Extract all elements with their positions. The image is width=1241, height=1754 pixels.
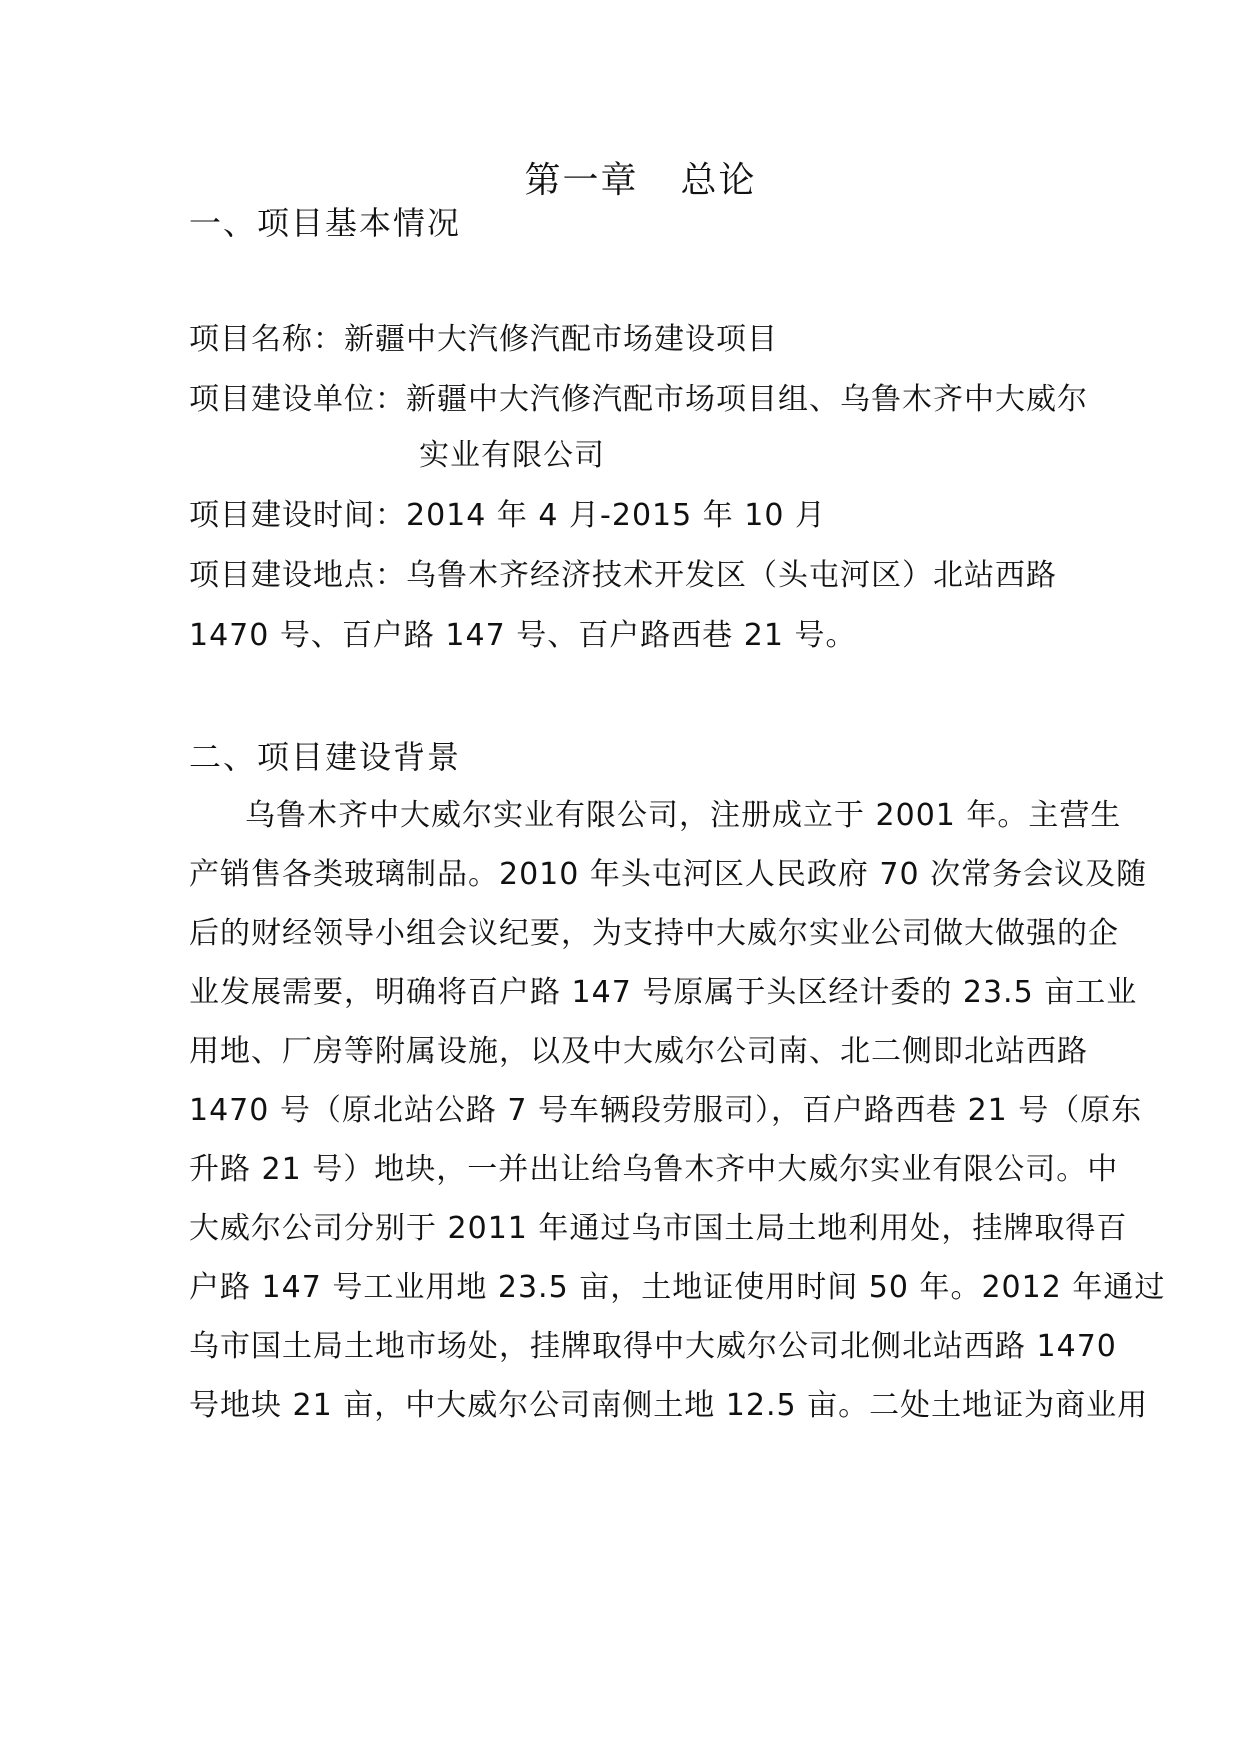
- project-unit-line: 项目建设单位：新疆中大汽修汽配市场项目组、乌鲁木齐中大威尔: [189, 382, 1088, 417]
- paragraph-line: 升路 21 号）地块，一并出让给乌鲁木齐中大威尔实业有限公司。中: [189, 1152, 1119, 1187]
- paragraph-line: 号地块 21 亩，中大威尔公司南侧土地 12.5 亩。二处土地证为商业用: [189, 1388, 1149, 1423]
- paragraph-line: 乌鲁木齐中大威尔实业有限公司，注册成立于 2001 年。主营生: [245, 798, 1122, 833]
- paragraph-line: 产销售各类玻璃制品。2010 年头屯河区人民政府 70 次常务会议及随: [189, 857, 1148, 892]
- chapter-name: 总论: [680, 160, 757, 201]
- project-location-line-continued: 1470 号、百户路 147 号、百户路西巷 21 号。: [189, 618, 857, 653]
- project-location-line: 项目建设地点：乌鲁木齐经济技术开发区（头屯河区）北站西路: [189, 558, 1057, 593]
- project-name-line: 项目名称：新疆中大汽修汽配市场建设项目: [189, 322, 778, 357]
- paragraph-line: 1470 号（原北站公路 7 号车辆段劳服司），百户路西巷 21 号（原东: [189, 1093, 1143, 1128]
- chapter-number: 第一章: [524, 160, 639, 201]
- paragraph-line: 业发展需要，明确将百户路 147 号原属于头区经计委的 23.5 亩工业: [189, 975, 1138, 1010]
- project-time-line: 项目建设时间：2014 年 4 月-2015 年 10 月: [189, 498, 826, 533]
- paragraph-line: 用地、厂房等附属设施，以及中大威尔公司南、北二侧即北站西路: [189, 1034, 1088, 1069]
- section-heading-background: 二、项目建设背景: [189, 738, 462, 776]
- paragraph-line: 乌市国土局土地市场处，挂牌取得中大威尔公司北侧北站西路 1470: [189, 1329, 1117, 1364]
- chapter-title: [0, 158, 1241, 204]
- section-heading-basic-info: 一、项目基本情况: [189, 204, 462, 242]
- project-unit-line-continued: 实业有限公司: [419, 438, 605, 473]
- paragraph-line: 大威尔公司分别于 2011 年通过乌市国土局土地利用处，挂牌取得百: [189, 1211, 1128, 1246]
- paragraph-line: 后的财经领导小组会议纪要，为支持中大威尔实业公司做大做强的企: [189, 916, 1119, 951]
- paragraph-line: 户路 147 号工业用地 23.5 亩，土地证使用时间 50 年。2012 年通过: [189, 1270, 1166, 1305]
